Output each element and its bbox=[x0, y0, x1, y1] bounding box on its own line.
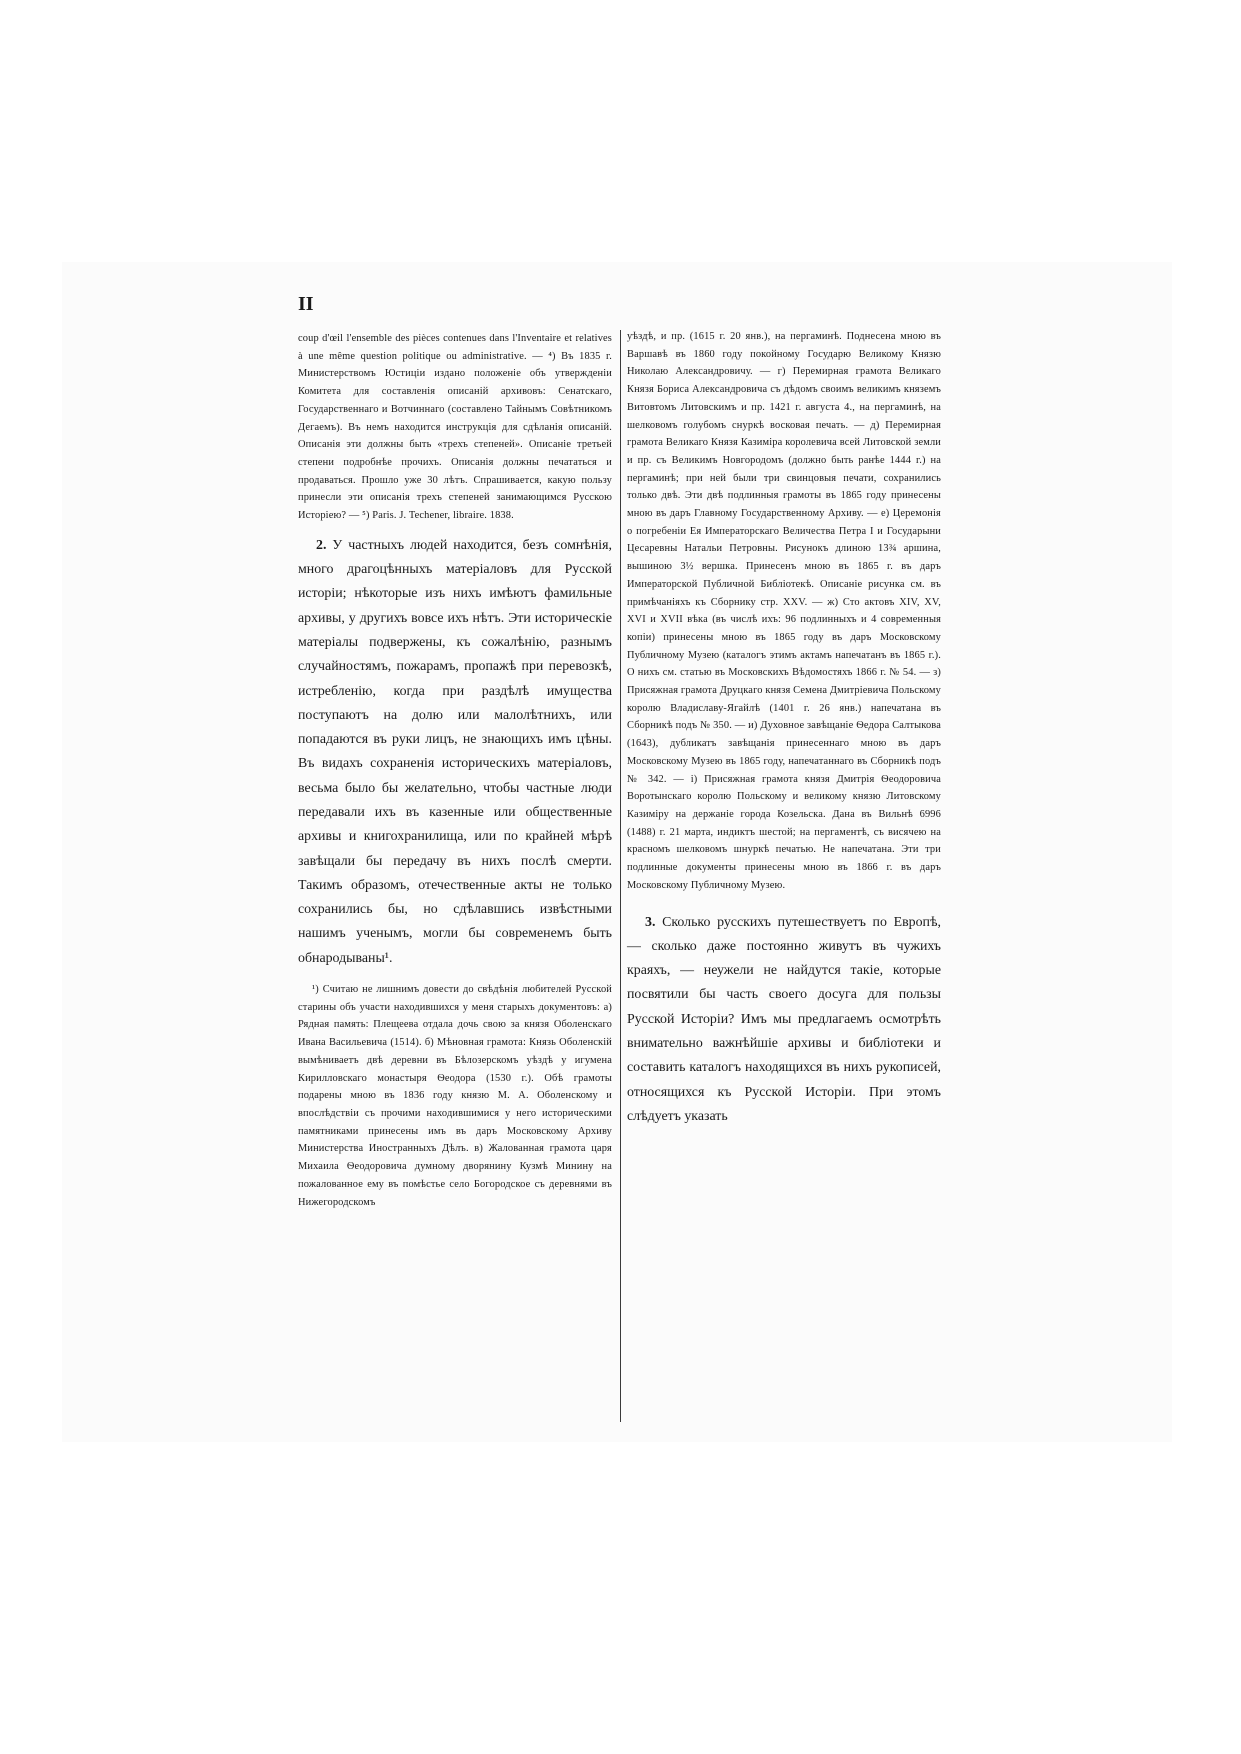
page-number: II bbox=[298, 293, 314, 315]
column-divider bbox=[620, 330, 621, 1422]
section-2-paragraph bbox=[298, 534, 612, 971]
left-column bbox=[298, 330, 612, 1211]
section-3-number: 3. bbox=[645, 914, 656, 930]
section-2-number: 2. bbox=[316, 537, 327, 553]
footnote-1: ¹) Считаю не лишнимъ довести до свѣдѣнія любителей Русской старины объ участи находившихся у меня старыхъ документовъ: а) Рядная память: Плещеева отдала дочь свою за князя Оболенскаго Ивана Васильевича (1514). б) Мѣновная грамота: Князь Оболенскій вымѣниваетъ двѣ деревни въ Бѣлозерскомъ уѣздѣ у игумена Кирилловскаго монастыря Ѳеодора (1530 г.). Обѣ грамоты подарены мною въ 1836 году князю М. А. Оболенскому и впослѣдствіи съ прочими находившимися у него историческими памятниками принесены имъ въ даръ Московскому Архиву Министерства Иностранныхъ Дѣлъ. в) Жалованная грамота царя Михаила Ѳеодоровича думному дворянину Кузмѣ Минину на пожалованное ему въ помѣстье село Богородское съ деревнями въ Нижегородскомъ bbox=[298, 984, 612, 1208]
section-3-paragraph bbox=[627, 911, 941, 1130]
footnote-continuation-left: coup d'œil l'ensemble des pièces contenues dans l'Inventaire et relatives à une même question politique ou administrative. — ⁴) Въ 1835 г. Министерствомъ Юстиціи издано положеніе объ утвержденіи Комитета для составленія описаній архивовъ: Сенатскаго, Государственнаго и Вотчиннаго (составлено Тайнымъ Совѣтникомъ Дегаемъ). Въ немъ находится инструкція для сдѣланія описаній. Описанія эти должны быть «трехъ степеней». Описаніе третьей степени подробнѣе прочихъ. Описанія должны печататься и продаваться. Прошло уже 30 лѣтъ. Спрашивается, какую пользу принесли эти описанія трехъ степеней занимающимся Русскою Исторіею? — ⁵) Paris. J. Techener, libraire. 1838. bbox=[298, 333, 612, 522]
section-3-text: Сколько русскихъ путешествуетъ по Европѣ, — сколько даже постоянно живутъ въ чужихъ краяхъ, — неужели не найдутся такіе, которые посвятили бы часть своего досуга для пользы Русской Исторіи? Имъ мы предлагаемъ осмотрѣть внимательно важнѣйшіе архивы и библіотеки и составить каталогъ находящихся въ нихъ рукописей, относящихся къ Русской Исторіи. При этомъ слѣдуетъ указать bbox=[627, 914, 941, 1124]
footnote-continuation-right: уѣздѣ, и пр. (1615 г. 20 янв.), на пергаминѣ. Поднесена мною въ Варшавѣ въ 1860 году покойному Государю Великому Князю Николаю Александровичу. — г) Перемирная грамота Великаго Князя Бориса Александровича съ дѣдомъ своимъ великимъ княземъ Витовтомъ Литовскимъ и пр. 1421 г. августа 4., на пергаминѣ, на шелковомъ голубомъ снуркѣ восковая печать. — д) Перемирная грамота Великаго Князя Казиміра королевича всей Литовской земли и пр. съ Великимъ Новгородомъ (должно быть ранѣе 1444 г.) на пергаминѣ; при ней были три свинцовыя печати, сохранились только двѣ. Эти двѣ подлинныя грамоты въ 1865 году принесены мною въ даръ Главному Государственному Архиву. — е) Церемонія о погребеніи Ея Императорскаго Величества Петра I и Государыни Цесаревны Натальи Петровны. Рисунокъ длиною 13¾ аршина, вышиною 3½ вершка. Принесенъ мною въ 1865 г. въ даръ Императорской Публичной Библіотекѣ. Описаніе рисунка см. въ примѣчаніяхъ къ Сборнику стр. XXV. — ж) Сто актовъ XIV, XV, XVI и XVII вѣка (въ числѣ ихъ: 96 подлинныхъ и 4 современныя копіи) принесены мною въ 1865 году въ даръ Московскому Публичному Музею (каталогъ этимъ актамъ напечатанъ въ 1865 г.). О нихъ см. статью въ Московскихъ Вѣдомостяхъ 1866 г. № 54. — з) Присяжная грамота Друцкаго князя Семена Дмитріевича Польскому королю Владиславу-Ягайлѣ (1401 г. 26 янв.) напечатана въ Сборникѣ подъ № 350. — и) Духовное завѣщаніе Ѳедора Салтыкова (1643), дубликатъ завѣщанія принесеннаго мною въ даръ Московскому Музею въ 1865 году, напечатаннаго въ Сборникѣ подъ № 342. — і) Присяжная грамота князя Дмитрія Ѳеодоровича Воротынскаго королю Польскому и великому князю Литовскому Казиміру на держаніе города Козельска. Дана въ Вильнѣ 6996 (1488) г. 21 марта, индиктъ шестой; на пергаментѣ, съ висячею на красномъ шелковомъ шнуркѣ печатью. Не напечатана. Эти три подлинные документы принесены мною въ 1866 г. въ даръ Московскому Публичному Музею. bbox=[627, 331, 941, 891]
scanned-page-background bbox=[62, 262, 1172, 1442]
right-column bbox=[627, 328, 941, 1129]
section-2-text: У частныхъ людей находится, безъ сомнѣнія, много драгоцѣнныхъ матеріаловъ для Русской исторіи; нѣкоторые изъ нихъ имѣютъ фамильные архивы, у другихъ вовсе ихъ нѣтъ. Эти историческіе матеріалы подвержены, къ сожалѣнію, разнымъ случайностямъ, пожарамъ, пропажѣ при перевозкѣ, истребленію, когда при раздѣлѣ имущества поступаютъ на долю или малолѣтнихъ, или попадаются въ руки лицъ, не знающихъ имъ цѣны. Въ видахъ сохраненія историческихъ матеріаловъ, весьма было бы желательно, чтобы частные люди передавали ихъ въ казенные или общественные архивы и книгохранилища, или по крайней мѣрѣ завѣщали бы передачу въ нихъ послѣ смерти. Такимъ образомъ, отечественные акты не только сохранились бы, но сдѣлавшись извѣстными нашимъ ученымъ, могли бы современемъ быть обнародываны¹. bbox=[298, 537, 612, 966]
